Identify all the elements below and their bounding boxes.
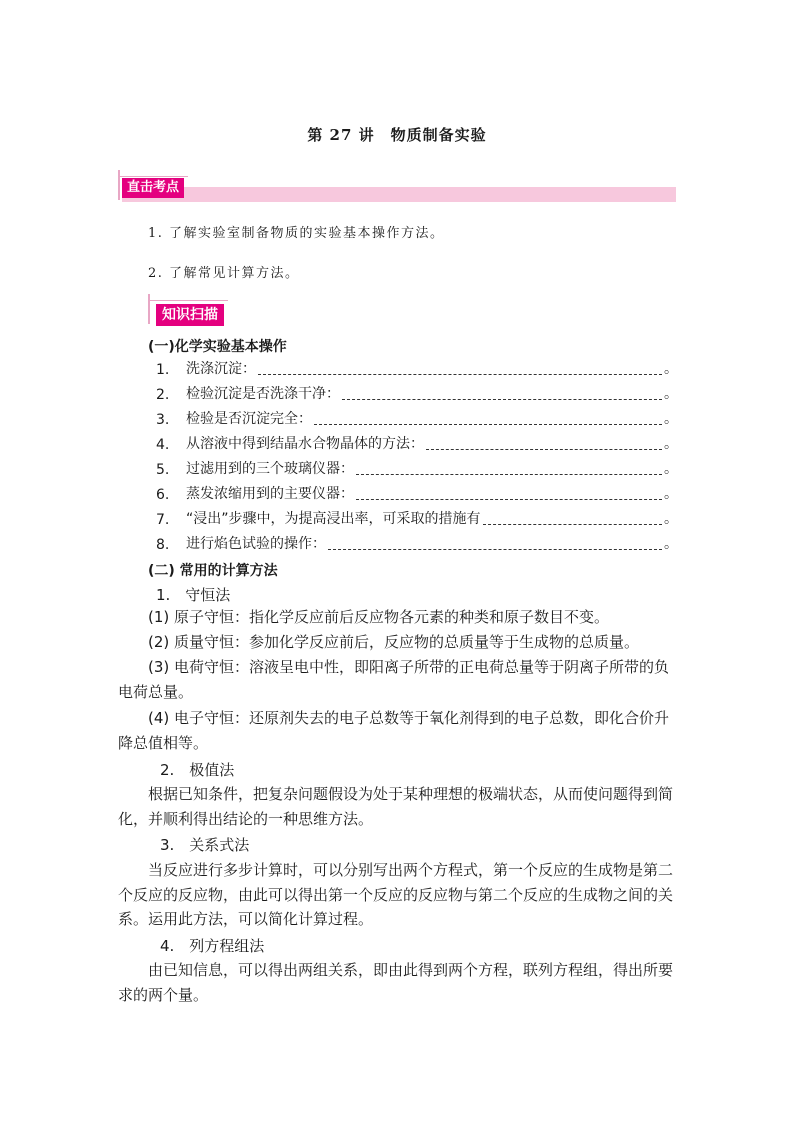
section-banner-exam-points (118, 170, 676, 204)
answer-blank[interactable] (356, 461, 662, 475)
paragraph: (1) 原子守恒：指化学反应前后反应物各元素的种类和原子数目不变。 (148, 608, 610, 626)
method-title: 4. 列方程组法 (160, 937, 265, 955)
paragraph: (2) 质量守恒：参加化学反应前后，反应物的总质量等于生成物的总质量。 (148, 633, 640, 651)
banner-decoration (148, 300, 228, 301)
banner-label: 知识扫描 (156, 304, 224, 326)
section-heading: (一)化学实验基本操作 (148, 339, 287, 355)
goal-item: 2. 了解常见计算方法。 (148, 266, 300, 281)
paragraph: 由已知信息，可以得出两组关系，即由此得到两个方程，联列方程组，得出所要求的两个量。 (118, 961, 674, 1004)
method-title: 3. 关系式法 (160, 836, 250, 854)
fill-blank-item (156, 358, 676, 378)
banner-label: 直击考点 (122, 178, 184, 198)
item-text: 检验沉淀是否洗涤干净： (186, 386, 340, 402)
item-text: 进行焰色试验的操作： (186, 536, 326, 552)
end-mark: 。 (664, 461, 678, 477)
paragraph: (4) 电子守恒：还原剂失去的电子总数等于氧化剂得到的电子总数，即化合价升降总值相等。 (118, 709, 670, 752)
end-mark: 。 (664, 436, 678, 452)
fill-blank-item (156, 533, 676, 553)
fill-blank-item (156, 483, 676, 503)
page-title: 第 27 讲 物质制备实验 (307, 126, 487, 144)
item-number: 8. (156, 537, 170, 553)
item-number: 4. (156, 437, 170, 453)
answer-blank[interactable] (258, 361, 662, 375)
banner-decoration (118, 170, 120, 200)
item-number: 7. (156, 512, 170, 528)
item-text: 过滤用到的三个玻璃仪器： (186, 461, 354, 477)
banner-decoration (118, 176, 188, 177)
section-banner-knowledge-scan (148, 294, 248, 330)
fill-blank-item (156, 408, 676, 428)
fill-blank-item (156, 433, 676, 453)
banner-bar (122, 187, 676, 202)
end-mark: 。 (664, 411, 678, 427)
item-text: “浸出”步骤中，为提高浸出率，可采取的措施有 (186, 511, 481, 527)
fill-blank-item (156, 508, 676, 528)
method-title: 1. 守恒法 (156, 586, 231, 604)
item-text: 从溶液中得到结晶水合物晶体的方法： (186, 436, 424, 452)
item-number: 1. (156, 362, 170, 378)
paragraph: (3) 电荷守恒：溶液呈电中性，即阳离子所带的正电荷总量等于阴离子所带的负电荷总量。 (118, 658, 670, 701)
fill-blank-item (156, 458, 676, 478)
answer-blank[interactable] (483, 511, 662, 525)
end-mark: 。 (664, 536, 678, 552)
end-mark: 。 (664, 486, 678, 502)
item-text: 检验是否沉淀完全： (186, 411, 312, 427)
method-title: 2. 极值法 (160, 761, 235, 779)
banner-decoration (148, 294, 150, 324)
fill-blank-item (156, 383, 676, 403)
paragraph: 当反应进行多步计算时，可以分别写出两个方程式，第一个反应的生成物是第二个反应的反应物，由此可以得出第一个反应的反应物与第二个反应的生成物之间的关系。运用此方法，可以简化计算过程。 (118, 861, 674, 928)
item-number: 6. (156, 487, 170, 503)
item-number: 3. (156, 412, 170, 428)
item-number: 5. (156, 462, 170, 478)
goal-item: 1. 了解实验室制备物质的实验基本操作方法。 (148, 226, 445, 241)
end-mark: 。 (664, 361, 678, 377)
paragraph: 根据已知条件，把复杂问题假设为处于某种理想的极端状态，从而使问题得到简化，并顺利得出结论的一种思维方法。 (118, 785, 674, 828)
answer-blank[interactable] (342, 386, 662, 400)
section-heading: (二) 常用的计算方法 (148, 563, 278, 579)
answer-blank[interactable] (328, 536, 662, 550)
item-number: 2. (156, 387, 170, 403)
answer-blank[interactable] (356, 486, 662, 500)
item-text: 蒸发浓缩用到的主要仪器： (186, 486, 354, 502)
end-mark: 。 (664, 511, 678, 527)
item-text: 洗涤沉淀： (186, 361, 256, 377)
answer-blank[interactable] (426, 436, 662, 450)
end-mark: 。 (664, 386, 678, 402)
answer-blank[interactable] (314, 411, 662, 425)
